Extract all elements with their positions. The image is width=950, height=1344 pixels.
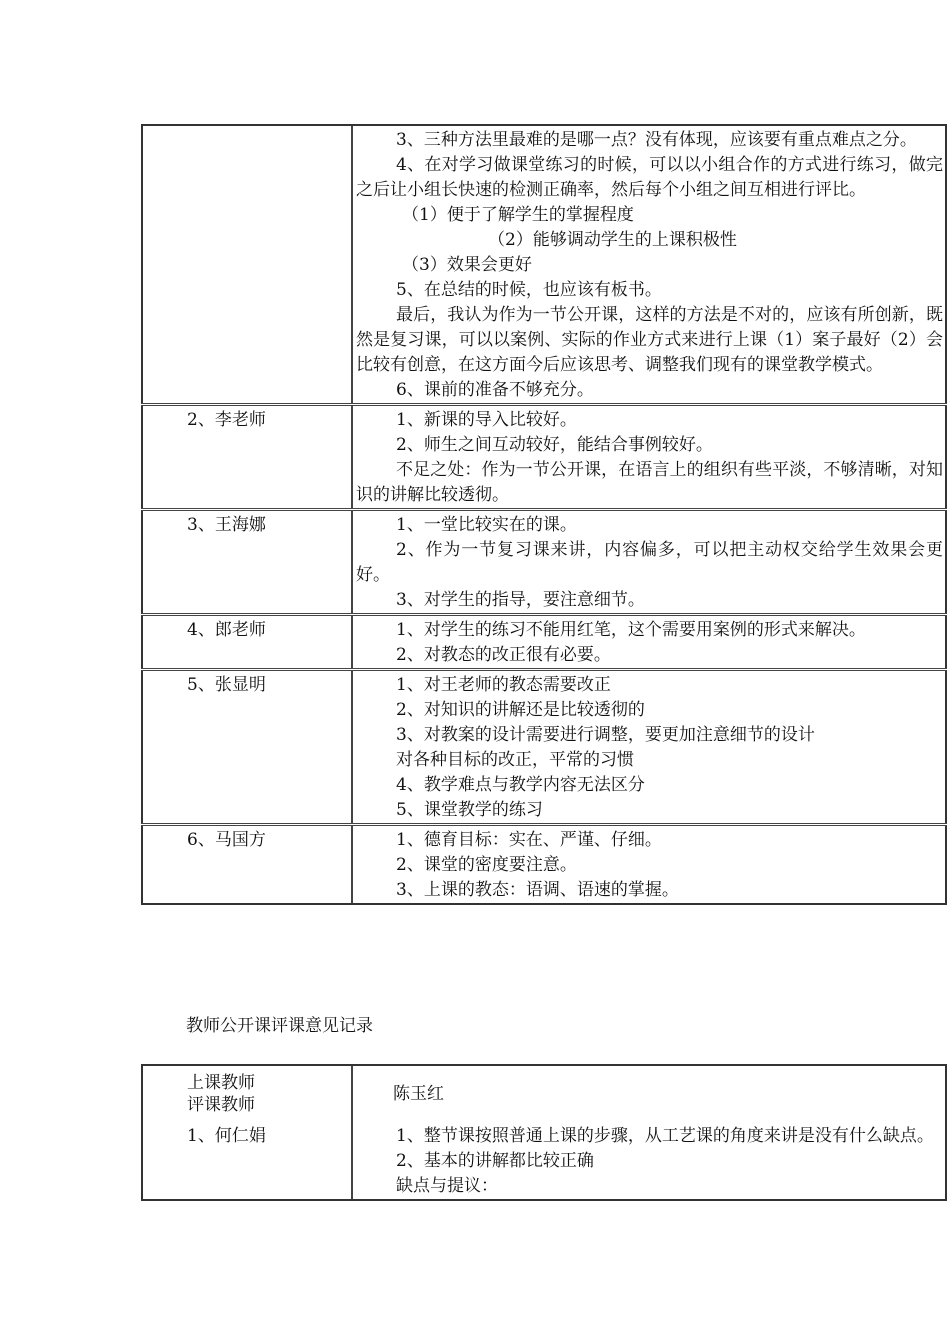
- comment-line: （2）能够调动学生的上课积极性: [488, 230, 737, 250]
- comment-line: 1、德育目标：实在、严谨、仔细。: [396, 830, 662, 850]
- comment-line: 最后，我认为作为一节公开课，这样的方法是不对的，应该有所创新，既然是复习课，可以以案例、实际的作业方式来进行上课（1）案子最好（2）会比较有创意，在这方面今后应该思考、调整我们现有的课堂教学模式。: [356, 305, 943, 375]
- comment-line: 1、对学生的练习不能用红笔，这个需要用案例的形式来解决。: [396, 620, 866, 640]
- review-table-1: [141, 124, 947, 905]
- reviewer-name: 6、马国方: [141, 826, 353, 903]
- comment-line: 1、对王老师的教态需要改正: [396, 675, 611, 695]
- comment-line: 1、新课的导入比较好。: [396, 410, 577, 430]
- comment-line: 3、对教案的设计需要进行调整，要更加注意细节的设计: [396, 725, 815, 745]
- table-row: [141, 823, 947, 903]
- comment-line: 4、在对学习做课堂练习的时候，可以以小组合作的方式进行练习，做完之后让小组长快速的检测正确率，然后每个小组之间互相进行评比。: [356, 155, 943, 200]
- review-comments: [353, 671, 947, 823]
- table-row: [141, 1122, 947, 1199]
- reviewer-name: [141, 126, 353, 403]
- comment-line: 不足之处：作为一节公开课，在语言上的组织有些平淡，不够清晰，对知识的讲解比较透彻。: [356, 460, 943, 505]
- comment-line: 3、对学生的指导，要注意细节。: [396, 590, 645, 610]
- reviewer-label: 评课教师: [187, 1095, 255, 1115]
- comment-line: （1）便于了解学生的掌握程度: [402, 205, 634, 225]
- comment-line: 4、教学难点与教学内容无法区分: [396, 775, 645, 795]
- comment-line: （3）效果会更好: [402, 255, 532, 275]
- reviewer-name: 5、张显明: [141, 671, 353, 823]
- section-caption: 教师公开课评课意见记录: [186, 1016, 373, 1036]
- comment-line: 3、上课的教态：语调、语速的掌握。: [396, 880, 679, 900]
- review-comments: [353, 126, 947, 403]
- review-comments: [353, 511, 947, 613]
- comment-line: 5、课堂教学的练习: [396, 800, 543, 820]
- comment-line: 对各种目标的改正，平常的习惯: [396, 750, 634, 770]
- review-comments: [353, 406, 947, 508]
- lecturer-name: 陈玉红: [353, 1066, 947, 1122]
- comment-line: 2、课堂的密度要注意。: [396, 855, 577, 875]
- review-comments: [353, 1122, 947, 1199]
- comment-line: 2、师生之间互动较好，能结合事例较好。: [396, 435, 713, 455]
- comment-line: 2、对教态的改正很有必要。: [396, 645, 611, 665]
- comment-line: 3、三种方法里最难的是哪一点？没有体现，应该要有重点难点之分。: [396, 130, 917, 150]
- table-row: [141, 403, 947, 508]
- comment-line: 1、整节课按照普通上课的步骤，从工艺课的角度来讲是没有什么缺点。: [396, 1126, 934, 1146]
- comment-line: 6、课前的准备不够充分。: [396, 380, 594, 400]
- comment-line: 缺点与提议：: [396, 1176, 498, 1196]
- table-row: [141, 613, 947, 668]
- review-table-2: [141, 1064, 947, 1201]
- comment-line: 2、对知识的讲解还是比较透彻的: [396, 700, 645, 720]
- comment-line: 1、一堂比较实在的课。: [396, 515, 577, 535]
- review-comments: [353, 826, 947, 903]
- table-row: [141, 126, 947, 403]
- table-header-row: [141, 1066, 947, 1122]
- table-row: [141, 668, 947, 823]
- header-label-cell: [141, 1066, 353, 1122]
- reviewer-name: 4、郎老师: [141, 616, 353, 668]
- review-comments: [353, 616, 947, 668]
- reviewer-name: 1、何仁娟: [141, 1122, 353, 1199]
- reviewer-name: 3、王海娜: [141, 511, 353, 613]
- reviewer-name: 2、李老师: [141, 406, 353, 508]
- lecturer-label: 上课教师: [187, 1073, 255, 1093]
- comment-line: 2、作为一节复习课来讲，内容偏多，可以把主动权交给学生效果会更好。: [356, 540, 943, 585]
- comment-line: 2、基本的讲解都比较正确: [396, 1151, 594, 1171]
- comment-line: 5、在总结的时候，也应该有板书。: [396, 280, 662, 300]
- table-row: [141, 508, 947, 613]
